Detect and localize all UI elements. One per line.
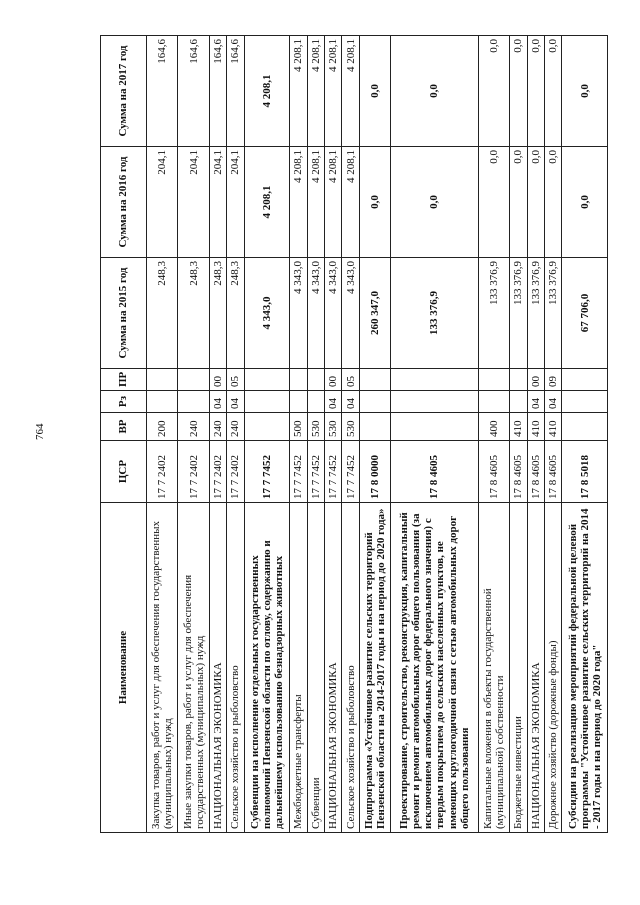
- cell-rz: [178, 391, 209, 413]
- cell-s2017: 0,0: [478, 36, 509, 147]
- cell-s2017: 4 208,1: [307, 36, 324, 147]
- cell-csr: 17 8 4605: [478, 441, 509, 503]
- cell-s2016: 4 208,1: [244, 147, 289, 258]
- header-pr: ПР: [101, 369, 147, 391]
- cell-s2017: 164,6: [178, 36, 209, 147]
- table-row: [544, 36, 561, 833]
- table-row: [391, 36, 478, 833]
- table-row: [290, 36, 307, 833]
- header-csr: ЦСР: [101, 441, 147, 503]
- cell-rz: [478, 391, 509, 413]
- cell-s2016: 204,1: [209, 147, 226, 258]
- cell-name: Межбюджетные трансферты: [290, 503, 307, 833]
- cell-vr: [562, 413, 608, 441]
- cell-csr: 17 7 7452: [342, 441, 359, 503]
- cell-s2017: 0,0: [562, 36, 608, 147]
- cell-s2016: 204,1: [147, 147, 178, 258]
- cell-csr: 17 7 2402: [147, 441, 178, 503]
- cell-s2015: 133 376,9: [510, 258, 527, 369]
- cell-pr: 05: [227, 369, 244, 391]
- table-row: [227, 36, 244, 833]
- cell-s2016: 4 208,1: [290, 147, 307, 258]
- cell-csr: 17 7 7452: [290, 441, 307, 503]
- cell-s2017: 4 208,1: [325, 36, 342, 147]
- table-row: [342, 36, 359, 833]
- cell-csr: 17 8 5018: [562, 441, 608, 503]
- budget-table: [100, 35, 608, 833]
- cell-s2015: 133 376,9: [527, 258, 544, 369]
- cell-rz: [244, 391, 289, 413]
- cell-vr: [359, 413, 390, 441]
- table-body: [147, 36, 608, 833]
- cell-s2016: 0,0: [391, 147, 478, 258]
- cell-s2016: 4 208,1: [325, 147, 342, 258]
- cell-pr: [244, 369, 289, 391]
- table-row: [178, 36, 209, 833]
- cell-csr: 17 7 2402: [209, 441, 226, 503]
- cell-rz: [147, 391, 178, 413]
- header-sum-2015: Сумма на 2015 год: [101, 258, 147, 369]
- table-row: [478, 36, 509, 833]
- cell-s2017: 164,6: [147, 36, 178, 147]
- cell-s2017: 0,0: [359, 36, 390, 147]
- cell-s2016: 0,0: [562, 147, 608, 258]
- cell-pr: 00: [325, 369, 342, 391]
- cell-s2017: 164,6: [227, 36, 244, 147]
- cell-csr: 17 8 4605: [391, 441, 478, 503]
- cell-rz: 04: [209, 391, 226, 413]
- cell-pr: [290, 369, 307, 391]
- cell-name: Подпрограмма «Устойчивое развитие сельских территорий Пензенской области на 2014-2017 годы и на период до 2020 года»: [359, 503, 390, 833]
- cell-s2015: 248,3: [178, 258, 209, 369]
- page-number: 764: [34, 423, 46, 440]
- cell-csr: 17 8 4605: [510, 441, 527, 503]
- cell-name: НАЦИОНАЛЬНАЯ ЭКОНОМИКА: [527, 503, 544, 833]
- cell-pr: [562, 369, 608, 391]
- table-row: [562, 36, 608, 833]
- cell-vr: 240: [178, 413, 209, 441]
- cell-csr: 17 7 2402: [227, 441, 244, 503]
- cell-pr: 05: [342, 369, 359, 391]
- cell-s2016: 0,0: [527, 147, 544, 258]
- cell-rz: 04: [544, 391, 561, 413]
- cell-pr: [147, 369, 178, 391]
- cell-vr: [244, 413, 289, 441]
- cell-pr: 00: [209, 369, 226, 391]
- cell-pr: 09: [544, 369, 561, 391]
- cell-name: Дорожное хозяйство (дорожные фонды): [544, 503, 561, 833]
- cell-pr: [510, 369, 527, 391]
- cell-s2015: 133 376,9: [544, 258, 561, 369]
- cell-vr: 530: [342, 413, 359, 441]
- table-row: [244, 36, 289, 833]
- cell-pr: [359, 369, 390, 391]
- cell-name: НАЦИОНАЛЬНАЯ ЭКОНОМИКА: [325, 503, 342, 833]
- cell-rz: 04: [325, 391, 342, 413]
- cell-name: Субвенции на исполнение отдельных государственных полномочий Пензенской области по отлову, содержанию и дальнейшему использованию безнадзорных животных: [244, 503, 289, 833]
- cell-s2017: 0,0: [510, 36, 527, 147]
- table-row: [527, 36, 544, 833]
- cell-pr: [478, 369, 509, 391]
- cell-s2017: 0,0: [544, 36, 561, 147]
- table-row: [209, 36, 226, 833]
- table-row: [147, 36, 178, 833]
- cell-s2017: 0,0: [391, 36, 478, 147]
- cell-name: Иные закупки товаров, работ и услуг для обеспечения государственных (муниципальных) нужд: [178, 503, 209, 833]
- cell-name: Сельское хозяйство и рыболовство: [227, 503, 244, 833]
- cell-s2015: 4 343,0: [342, 258, 359, 369]
- cell-s2015: 4 343,0: [307, 258, 324, 369]
- cell-csr: 17 8 4605: [527, 441, 544, 503]
- cell-rz: [290, 391, 307, 413]
- cell-s2017: 164,6: [209, 36, 226, 147]
- header-sum-2017: Сумма на 2017 год: [101, 36, 147, 147]
- cell-name: Проектирование, строительство, реконструкция, капитальный ремонт и ремонт автомобильных дорог общего пользования (за исключением автомобильных дорог федерального значения) с твердым покрытием до сельских населенных пунктов, не имеющих круглогодичной связи с сетью автомобильных дорог общего пользования: [391, 503, 478, 833]
- cell-pr: [307, 369, 324, 391]
- table-row: [359, 36, 390, 833]
- table-row: [307, 36, 324, 833]
- table-row: [325, 36, 342, 833]
- cell-s2015: 248,3: [209, 258, 226, 369]
- cell-s2016: 0,0: [359, 147, 390, 258]
- cell-s2016: 0,0: [544, 147, 561, 258]
- cell-s2015: 260 347,0: [359, 258, 390, 369]
- cell-rz: 04: [227, 391, 244, 413]
- header-rz: Рз: [101, 391, 147, 413]
- cell-vr: 200: [147, 413, 178, 441]
- cell-csr: 17 7 7452: [325, 441, 342, 503]
- cell-csr: 17 7 7452: [307, 441, 324, 503]
- cell-csr: 17 8 4605: [544, 441, 561, 503]
- header-vr: ВР: [101, 413, 147, 441]
- cell-csr: 17 7 2402: [178, 441, 209, 503]
- cell-vr: 530: [325, 413, 342, 441]
- cell-csr: 17 8 0000: [359, 441, 390, 503]
- cell-vr: 400: [478, 413, 509, 441]
- cell-s2015: 248,3: [147, 258, 178, 369]
- header-sum-2016: Сумма на 2016 год: [101, 147, 147, 258]
- cell-s2017: 0,0: [527, 36, 544, 147]
- cell-s2015: 133 376,9: [391, 258, 478, 369]
- cell-vr: 410: [544, 413, 561, 441]
- cell-vr: 410: [510, 413, 527, 441]
- cell-vr: 240: [209, 413, 226, 441]
- cell-s2016: 0,0: [478, 147, 509, 258]
- cell-s2016: 204,1: [178, 147, 209, 258]
- cell-s2015: 4 343,0: [244, 258, 289, 369]
- cell-name: Закупка товаров, работ и услуг для обеспечения государственных (муниципальных) нужд: [147, 503, 178, 833]
- cell-name: Сельское хозяйство и рыболовство: [342, 503, 359, 833]
- cell-s2016: 4 208,1: [342, 147, 359, 258]
- cell-rz: [562, 391, 608, 413]
- cell-s2017: 4 208,1: [290, 36, 307, 147]
- cell-s2015: 4 343,0: [290, 258, 307, 369]
- cell-name: Субсидии на реализацию мероприятий федеральной целевой программы "Устойчивое развитие сельских территорий на 2014 - 2017 годы и на период до 2020 года": [562, 503, 608, 833]
- cell-s2016: 204,1: [227, 147, 244, 258]
- cell-rz: [307, 391, 324, 413]
- cell-vr: 240: [227, 413, 244, 441]
- rotated-page-content: [100, 36, 608, 833]
- cell-vr: 410: [527, 413, 544, 441]
- cell-name: НАЦИОНАЛЬНАЯ ЭКОНОМИКА: [209, 503, 226, 833]
- cell-rz: [391, 391, 478, 413]
- cell-s2017: 4 208,1: [342, 36, 359, 147]
- cell-s2016: 0,0: [510, 147, 527, 258]
- cell-pr: [178, 369, 209, 391]
- cell-s2015: 67 706,0: [562, 258, 608, 369]
- cell-s2015: 133 376,9: [478, 258, 509, 369]
- header-name: Наименование: [101, 503, 147, 833]
- cell-rz: [510, 391, 527, 413]
- cell-vr: 500: [290, 413, 307, 441]
- cell-csr: 17 7 7452: [244, 441, 289, 503]
- cell-s2016: 4 208,1: [307, 147, 324, 258]
- cell-rz: [359, 391, 390, 413]
- cell-pr: [391, 369, 478, 391]
- cell-s2015: 4 343,0: [325, 258, 342, 369]
- table-header-row: [101, 36, 147, 833]
- cell-rz: 04: [342, 391, 359, 413]
- cell-rz: 04: [527, 391, 544, 413]
- cell-name: Бюджетные инвестиции: [510, 503, 527, 833]
- cell-s2015: 248,3: [227, 258, 244, 369]
- cell-vr: 530: [307, 413, 324, 441]
- cell-vr: [391, 413, 478, 441]
- table-row: [510, 36, 527, 833]
- cell-pr: 00: [527, 369, 544, 391]
- cell-name: Капитальные вложения в объекты государственной (муниципальной) собственности: [478, 503, 509, 833]
- cell-name: Субвенции: [307, 503, 324, 833]
- cell-s2017: 4 208,1: [244, 36, 289, 147]
